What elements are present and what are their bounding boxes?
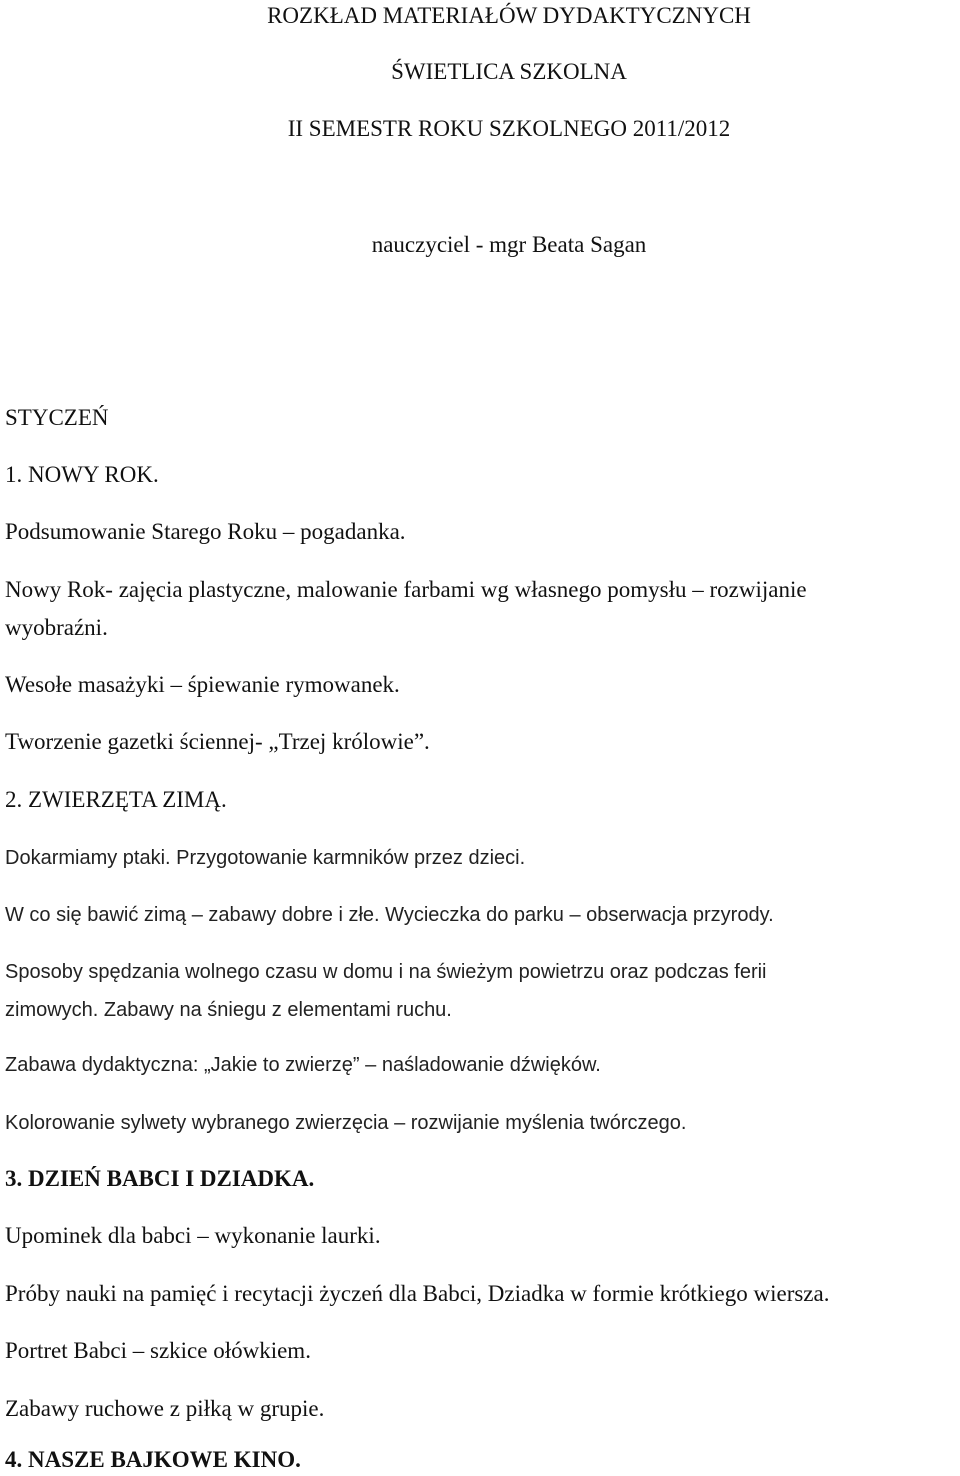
semester-line: II SEMESTR ROKU SZKOLNEGO 2011/2012 xyxy=(287,116,731,141)
list-item: Tworzenie gazetki ściennej- „Trzej królowie”. xyxy=(5,729,430,754)
list-item: Wesołe masażyki – śpiewanie rymowanek. xyxy=(5,672,400,697)
list-item: Upominek dla babci – wykonanie laurki. xyxy=(5,1223,381,1248)
section-heading: 3. DZIEŃ BABCI I DZIADKA. xyxy=(5,1166,315,1191)
teacher-line: nauczyciel - mgr Beata Sagan xyxy=(371,232,647,257)
list-item: Zabawa dydaktyczna: „Jakie to zwierzę” – naśladowanie dźwięków. xyxy=(5,1054,601,1076)
list-item: Nowy Rok- zajęcia plastyczne, malowanie farbami wg własnego pomysłu – rozwijanie xyxy=(5,577,807,602)
list-item: W co się bawić zimą – zabawy dobre i złe. Wycieczka do parku – obserwacja przyrody. xyxy=(5,904,774,926)
section-heading: 2. ZWIERZĘTA ZIMĄ. xyxy=(5,787,227,812)
list-item: zimowych. Zabawy na śniegu z elementami ruchu. xyxy=(5,999,452,1021)
list-item: Kolorowanie sylwety wybranego zwierzęcia – rozwijanie myślenia twórczego. xyxy=(5,1112,687,1134)
list-item: Próby nauki na pamięć i recytacji życzeń dla Babci, Dziadka w formie krótkiego wiersza. xyxy=(5,1281,830,1306)
list-item: Sposoby spędzania wolnego czasu w domu i na świeżym powietrzu oraz podczas ferii xyxy=(5,961,767,983)
list-item: Portret Babci – szkice ołówkiem. xyxy=(5,1338,311,1363)
month-heading: STYCZEŃ xyxy=(5,405,109,430)
list-item: wyobraźni. xyxy=(5,615,108,640)
document-title: ROZKŁAD MATERIAŁÓW DYDAKTYCZNYCH xyxy=(267,3,751,28)
list-item: Podsumowanie Starego Roku – pogadanka. xyxy=(5,519,406,544)
list-item: Zabawy ruchowe z piłką w grupie. xyxy=(5,1396,325,1421)
section-heading: 1. NOWY ROK. xyxy=(5,462,159,487)
document-subtitle: ŚWIETLICA SZKOLNA xyxy=(391,59,627,84)
section-heading: 4. NASZE BAJKOWE KINO. xyxy=(5,1447,301,1472)
list-item: Dokarmiamy ptaki. Przygotowanie karmników przez dzieci. xyxy=(5,847,526,869)
